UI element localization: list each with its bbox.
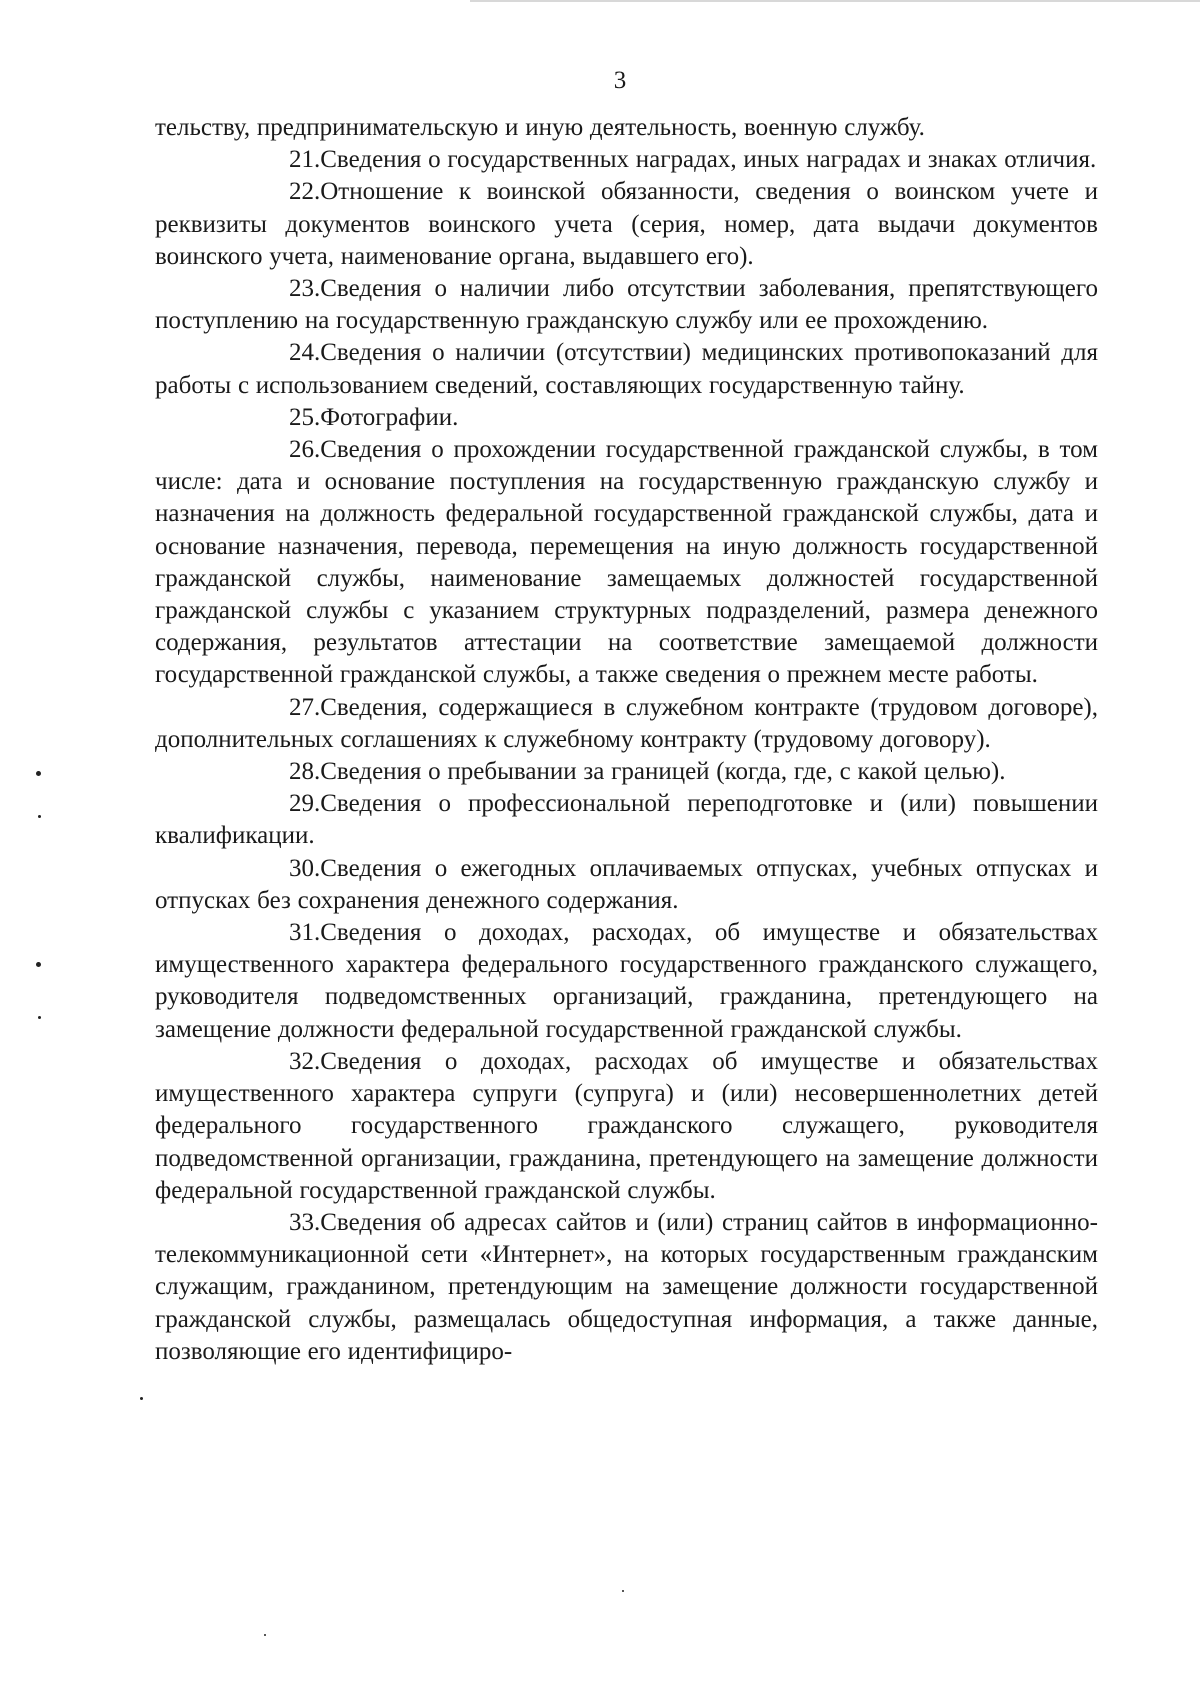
scan-edge-line bbox=[470, 0, 1200, 2]
list-item bbox=[155, 692, 1098, 756]
item-number: 22. bbox=[289, 178, 321, 206]
list-item bbox=[155, 434, 1098, 692]
item-text: Сведения о профессиональной переподготовке и (или) повышении квалификации. bbox=[155, 790, 1098, 850]
item-number: 30. bbox=[289, 854, 321, 882]
item-number: 23. bbox=[289, 275, 321, 303]
item-number: 32. bbox=[289, 1047, 321, 1075]
item-text: Сведения об адресах сайтов и (или) страниц сайтов в информационно-телекоммуникационной сети «Интернет», на которых государственным гражданским служащим, гражданином, претендующим на замещение должности государственной гражданской службы, размещалась общедоступная информация, а также данные, позволяющие его идентифициро- bbox=[155, 1208, 1098, 1365]
continuation-paragraph: тельству, предпринимательскую и иную деятельность, военную службу. bbox=[155, 114, 925, 141]
item-text: Отношение к воинской обязанности, сведения о воинском учете и реквизиты документов воинского учета (серия, номер, дата выдачи документов воинского учета, наименование органа, выдавшего его). bbox=[155, 178, 1098, 270]
item-number: 29. bbox=[289, 790, 321, 818]
list-item bbox=[155, 1207, 1098, 1368]
item-text: Сведения, содержащиеся в служебном контракте (трудовом договоре), дополнительных соглашениях к служебному контракту (трудовому договору). bbox=[155, 693, 1098, 753]
list-item bbox=[155, 756, 1098, 788]
scan-speck bbox=[38, 815, 41, 818]
list-item bbox=[155, 273, 1098, 337]
document-body bbox=[155, 112, 1098, 1368]
list-item bbox=[155, 917, 1098, 1046]
item-number: 26. bbox=[289, 436, 321, 464]
item-text: Фотографии. bbox=[320, 403, 459, 431]
scan-speck bbox=[36, 962, 41, 967]
list-item bbox=[155, 853, 1098, 917]
scan-speck bbox=[38, 1016, 41, 1019]
scan-speck bbox=[140, 1397, 143, 1400]
item-number: 21. bbox=[289, 146, 321, 174]
item-text: Сведения о наличии либо отсутствии заболевания, препятствующего поступлению на государственную гражданскую службу или ее прохождению. bbox=[155, 275, 1098, 335]
item-text: Сведения о наличии (отсутствии) медицинских противопоказаний для работы с использованием сведений, составляющих государственную тайну. bbox=[155, 339, 1098, 399]
list-item bbox=[155, 144, 1098, 176]
item-text: Сведения о ежегодных оплачиваемых отпусках, учебных отпусках и отпусках без сохранения денежного содержания. bbox=[155, 854, 1098, 914]
list-item bbox=[155, 788, 1098, 852]
scan-speck bbox=[264, 1634, 266, 1636]
list-item bbox=[155, 337, 1098, 401]
item-number: 27. bbox=[289, 693, 321, 721]
list-item bbox=[155, 402, 1098, 434]
item-text: Сведения о прохождении государственной гражданской службы, в том числе: дата и основание поступления на государственную гражданскую службу и назначения на должность федеральной государственной гражданской службы, дата и основание назначения, перевода, перемещения на иную должность государственной гражданской службы, наименование замещаемых должностей государственной гражданской службы с указанием структурных подразделений, размера денежного содержания, результатов аттестации на соответствие замещаемой должности государственной гражданской службы, а также сведения о прежнем месте работы. bbox=[155, 436, 1098, 689]
item-text: Сведения о доходах, расходах об имуществе и обязательствах имущественного характера супруги (супруга) и (или) несовершеннолетних детей федерального государственного гражданского служащего, руководителя подведомственной организации, гражданина, претендующего на замещение должности федеральной государственной гражданской службы. bbox=[155, 1047, 1098, 1204]
list-item bbox=[155, 176, 1098, 273]
scan-speck bbox=[622, 1590, 624, 1592]
item-number: 33. bbox=[289, 1208, 321, 1236]
item-number: 28. bbox=[289, 758, 321, 786]
item-text: Сведения о государственных наградах, иных наградах и знаках отличия. bbox=[320, 146, 1097, 174]
item-number: 31. bbox=[289, 919, 321, 947]
item-number: 24. bbox=[289, 339, 321, 367]
item-number: 25. bbox=[289, 403, 321, 431]
scan-speck bbox=[36, 771, 41, 776]
page-number: 3 bbox=[613, 67, 627, 94]
item-text: Сведения о доходах, расходах, об имуществе и обязательствах имущественного характера федерального государственного гражданского служащего, руководителя подведомственных организаций, гражданина, претендующего на замещение должности федеральной государственной гражданской службы. bbox=[155, 919, 1098, 1043]
item-text: Сведения о пребывании за границей (когда, где, с какой целью). bbox=[320, 758, 1006, 786]
list-item bbox=[155, 1046, 1098, 1207]
